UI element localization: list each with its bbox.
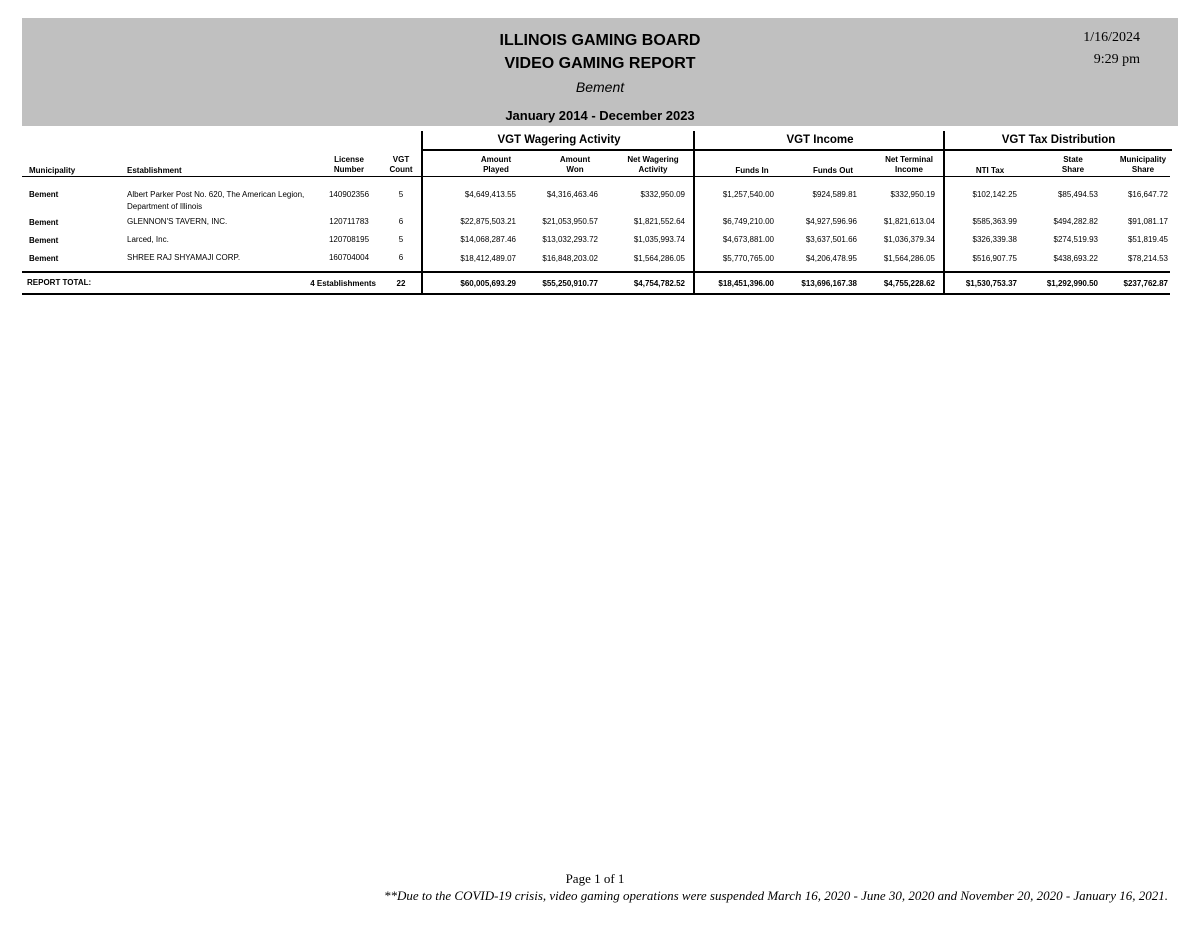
col-amount-won: Amount Won: [559, 155, 591, 174]
row-nti-tax: $516,907.75: [972, 254, 1017, 263]
col-municipality-share: Municipality Share: [1119, 155, 1167, 174]
row-municipality-share: $91,081.17: [1127, 217, 1168, 226]
report-header: [22, 18, 1178, 126]
row-establishment-cont: Department of Illinois: [127, 202, 203, 211]
row-funds-out: $4,206,478.95: [805, 254, 857, 263]
report-title: ILLINOIS GAMING BOARD: [499, 32, 701, 49]
header-divider: [22, 176, 1170, 177]
row-amount-played: $22,875,503.21: [460, 217, 516, 226]
total-amount-won: $55,250,910.77: [542, 279, 598, 288]
row-state-share: $85,494.53: [1057, 190, 1098, 199]
row-municipality-share: $51,819.45: [1127, 235, 1168, 244]
row-funds-in: $5,770,765.00: [722, 254, 774, 263]
report-subtitle: VIDEO GAMING REPORT: [504, 55, 696, 72]
row-license: 120708195: [328, 235, 370, 244]
row-vgt-count: 6: [398, 253, 404, 262]
row-license: 160704004: [328, 253, 370, 262]
report-date: 1/16/2024: [1083, 30, 1140, 45]
col-establishment: Establishment: [127, 166, 182, 175]
row-license: 120711783: [329, 217, 369, 226]
total-nti-tax: $1,530,753.37: [965, 279, 1017, 288]
row-municipality: Bement: [29, 236, 59, 245]
row-funds-in: $6,749,210.00: [722, 217, 774, 226]
total-top-rule: [22, 271, 1170, 273]
municipality-name: Bement: [575, 79, 625, 95]
row-amount-played: $18,412,489.07: [460, 254, 516, 263]
row-net-wagering: $1,564,286.05: [633, 254, 685, 263]
row-net-wagering: $332,950.09: [640, 190, 685, 199]
row-net-terminal-income: $1,821,613.04: [883, 217, 935, 226]
row-amount-won: $13,032,293.72: [542, 235, 598, 244]
row-establishment: GLENNON'S TAVERN, INC.: [127, 217, 228, 226]
report-time: 9:29 pm: [1093, 52, 1140, 67]
col-net-terminal-income: Net Terminal Income: [885, 155, 933, 174]
row-funds-out: $924,589.81: [812, 190, 857, 199]
row-nti-tax: $102,142.25: [972, 190, 1017, 199]
row-state-share: $494,282.82: [1053, 217, 1098, 226]
row-establishment: SHREE RAJ SHYAMAJI CORP.: [127, 253, 241, 262]
total-label: REPORT TOTAL:: [27, 278, 92, 287]
row-state-share: $274,519.93: [1053, 235, 1098, 244]
row-net-wagering: $1,035,993.74: [633, 235, 685, 244]
total-net-wagering: $4,754,782.52: [633, 279, 685, 288]
total-bottom-rule: [22, 293, 1170, 295]
row-amount-played: $14,068,287.46: [460, 235, 516, 244]
col-municipality: Municipality: [29, 166, 76, 175]
row-amount-won: $21,053,950.57: [542, 217, 598, 226]
row-municipality: Bement: [29, 254, 59, 263]
total-funds-out: $13,696,167.38: [801, 279, 857, 288]
row-net-terminal-income: $332,950.19: [890, 190, 935, 199]
col-nti-tax: NTI Tax: [975, 166, 1005, 175]
page-number: Page 1 of 1: [565, 871, 625, 886]
col-license: License Number: [333, 155, 365, 174]
group-tax-distribution: VGT Tax Distribution: [943, 131, 1172, 151]
row-amount-played: $4,649,413.55: [464, 190, 516, 199]
row-municipality-share: $78,214.53: [1127, 254, 1168, 263]
col-net-wagering: Net Wagering Activity: [627, 155, 679, 174]
row-municipality: Bement: [29, 218, 59, 227]
col-funds-out: Funds Out: [813, 166, 853, 175]
col-amount-played: Amount Played: [480, 155, 512, 174]
col-vgt-count: VGT Count: [389, 155, 413, 174]
row-amount-won: $4,316,463.46: [546, 190, 598, 199]
row-vgt-count: 5: [398, 190, 404, 199]
total-amount-played: $60,005,693.29: [460, 279, 516, 288]
group-vgt-income: VGT Income: [693, 131, 945, 151]
row-vgt-count: 6: [398, 217, 404, 226]
row-municipality-share: $16,647.72: [1127, 190, 1168, 199]
total-funds-in: $18,451,396.00: [718, 279, 774, 288]
row-funds-out: $3,637,501.66: [805, 235, 857, 244]
col-state-share: State Share: [1061, 155, 1085, 174]
group-wagering-activity: VGT Wagering Activity: [421, 131, 695, 151]
row-funds-in: $1,257,540.00: [722, 190, 774, 199]
row-net-terminal-income: $1,564,286.05: [883, 254, 935, 263]
total-net-terminal-income: $4,755,228.62: [883, 279, 935, 288]
row-funds-in: $4,673,881.00: [722, 235, 774, 244]
row-state-share: $438,693.22: [1053, 254, 1098, 263]
row-vgt-count: 5: [398, 235, 404, 244]
row-net-wagering: $1,821,552.64: [633, 217, 685, 226]
total-municipality-share: $237,762.87: [1123, 279, 1168, 288]
row-establishment: Albert Parker Post No. 620, The American Legion,: [127, 190, 305, 199]
total-vgt-count: 22: [396, 279, 406, 288]
row-funds-out: $4,927,596.96: [805, 217, 857, 226]
covid-footnote: **Due to the COVID-19 crisis, video gaming operations were suspended March 16, 2020 - June 30, 2020 and November 20, 2020 - January 16, 2021.: [384, 888, 1168, 903]
row-nti-tax: $326,339.38: [972, 235, 1017, 244]
row-amount-won: $16,848,203.02: [542, 254, 598, 263]
total-state-share: $1,292,990.50: [1046, 279, 1098, 288]
row-establishment: Larced, Inc.: [127, 235, 169, 244]
row-license: 140902356: [328, 190, 370, 199]
report-period: January 2014 - December 2023: [505, 108, 695, 123]
total-establishments: 4 Establishments: [310, 279, 376, 288]
row-net-terminal-income: $1,036,379.34: [883, 235, 935, 244]
row-municipality: Bement: [29, 190, 59, 199]
col-funds-in: Funds In: [735, 166, 769, 175]
row-nti-tax: $585,363.99: [972, 217, 1017, 226]
